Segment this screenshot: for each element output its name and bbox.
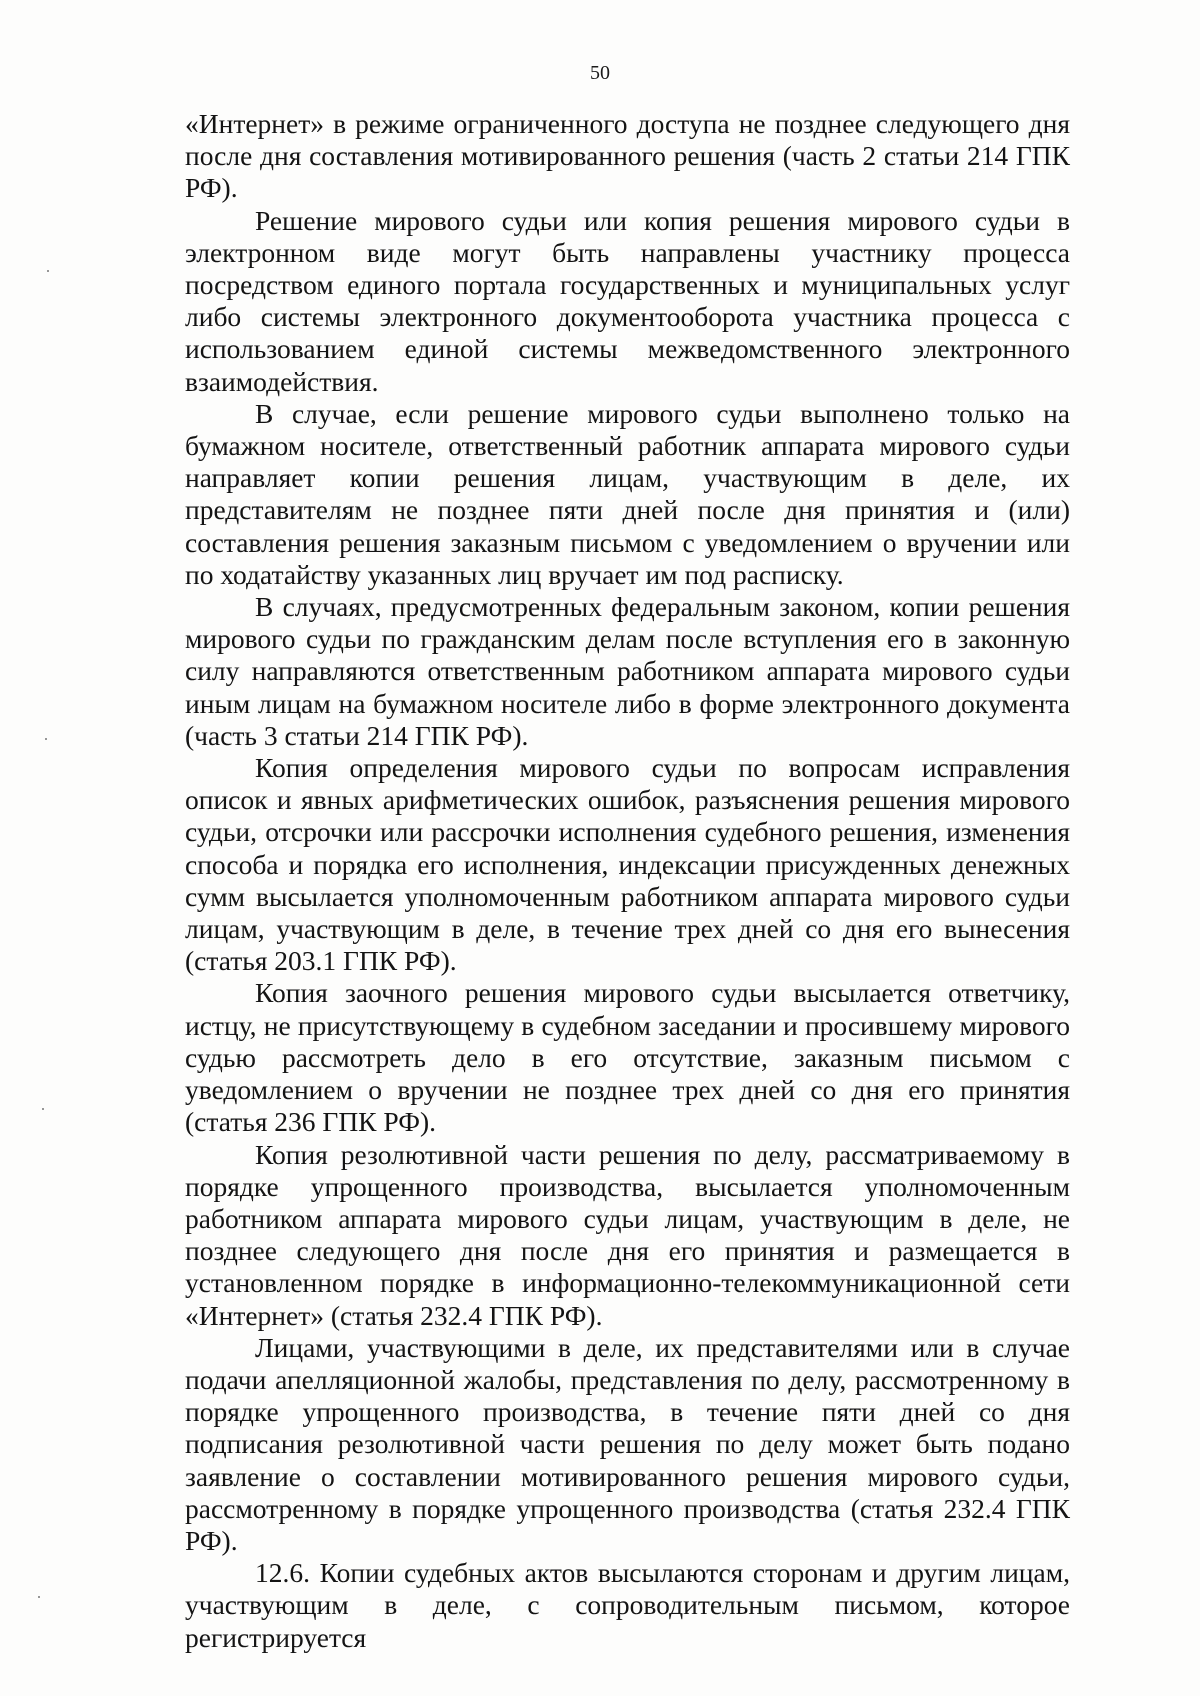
scan-speck	[42, 1108, 44, 1110]
paragraph-default-judgment: Копия заочного решения мирового судьи высылается ответчику, истцу, не присутствующему в судебном заседании и просившему мирового судью рассмотреть дело в его отсутствие, заказным письмом с уведомлением о вручении не позднее трех дней со дня его принятия (статья 236 ГПК РФ).	[185, 977, 1070, 1138]
page-number: 50	[590, 62, 610, 84]
paragraph-continuation: «Интернет» в режиме ограниченного доступа не позднее следующего дня после дня составления мотивированного решения (часть 2 статьи 214 ГПК РФ).	[185, 108, 1070, 204]
paragraph-federal-law-cases: В случаях, предусмотренных федеральным законом, копии решения мирового судьи по гражданским делам после вступления его в законную силу направляются ответственным работником аппарата мирового судьи иным лицам на бумажном носителе либо в форме электронного документа (часть 3 статьи 214 ГПК РФ).	[185, 591, 1070, 751]
document-body	[185, 108, 1070, 1654]
scan-speck	[45, 738, 47, 740]
paragraph-paper-decision: В случае, если решение мирового судьи выполнено только на бумажном носителе, ответственный работник аппарата мирового судьи направляет копии решения лицам, участвующим в деле, их представителям не позднее пяти дней после дня принятия и (или) составления решения заказным письмом с уведомлением о вручении или по ходатайству указанных лиц вручает им под расписку.	[185, 397, 1070, 590]
paragraph-reasoned-decision-request: Лицами, участвующими в деле, их представителями или в случае подачи апелляционной жалобы, представления по делу, рассмотренному в порядке упрощенного производства, в течение пяти дней со дня подписания резолютивной части решения по делу может быть подано заявление о составлении мотивированного решения мирового судьи, рассмотренному в порядке упрощенного производства (статья 232.4 ГПК РФ).	[185, 1331, 1070, 1556]
paragraph-operative-part: Копия резолютивной части решения по делу, рассматриваемому в порядке упрощенного производства, высылается уполномоченным работником аппарата мирового судьи лицам, участвующим в деле, не позднее следующего дня после дня его принятия и размещается в установленном порядке в информационно-телекоммуникационной сети «Интернет» (статья 232.4 ГПК РФ).	[185, 1138, 1070, 1331]
paragraph-12-6: 12.6. Копии судебных актов высылаются сторонам и другим лицам, участвующим в деле, с сопроводительным письмом, которое регистрируется	[185, 1557, 1070, 1653]
paragraph-ruling-copy: Копия определения мирового судьи по вопросам исправления описок и явных арифметических ошибок, разъяснения решения мирового судьи, отсрочки или рассрочки исполнения судебного решения, изменения способа и порядка его исполнения, индексации присужденных денежных сумм высылается уполномоченным работником аппарата мирового судьи лицам, участвующим в деле, в течение трех дней со дня его вынесения (статья 203.1 ГПК РФ).	[185, 752, 1070, 977]
scan-speck	[47, 270, 49, 272]
scan-speck	[38, 1596, 40, 1598]
paragraph-electronic-decision: Решение мирового судьи или копия решения мирового судьи в электронном виде могут быть направлены участнику процесса посредством единого портала государственных и муниципальных услуг либо системы электронного документооборота участника процесса с использованием единой системы межведомственного электронного взаимодействия.	[185, 204, 1070, 397]
